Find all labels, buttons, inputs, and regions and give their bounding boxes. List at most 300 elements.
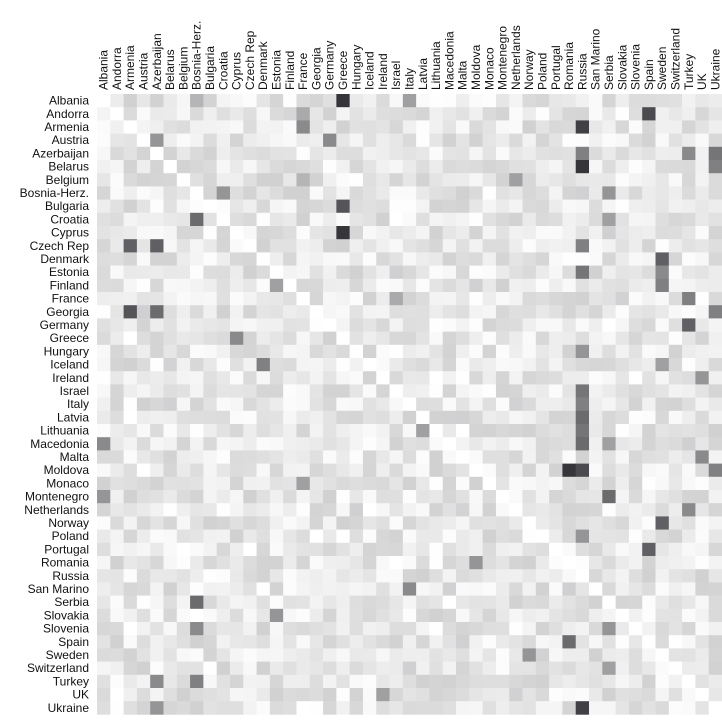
cell-russia-albania [97,569,111,583]
cell-lithuania-armenia [124,424,138,438]
cell-uk-montenegro [496,688,510,702]
cell-serbia-bosnia-herz [190,596,204,610]
cell-austria-poland [536,134,550,148]
cell-albania-ukraine [709,94,722,108]
cell-slovenia-belarus [163,622,177,636]
cell-ireland-ukraine [709,371,722,385]
cell-azerbaijan-netherlands [509,147,523,161]
cell-moldova-romania [562,464,576,478]
cell-cyprus-san-marino [589,226,603,240]
cell-belgium-finland [283,173,297,187]
cell-finland-spain [642,279,656,293]
cell-israel-albania [97,384,111,398]
cell-belarus-armenia [124,160,138,174]
column-label-andorra: Andorra [109,47,124,90]
cell-sweden-norway [523,648,537,662]
cell-san-marino-russia [576,582,590,596]
cell-sweden-ireland [376,648,390,662]
cell-portugal-portugal [549,543,563,557]
cell-andorra-uk [695,107,709,121]
cell-bosnia-herz-ukraine [709,186,722,200]
cell-montenegro-belgium [177,490,191,504]
cell-russia-estonia [270,569,284,583]
cell-greece-austria [137,332,151,346]
cell-cyprus-spain [642,226,656,240]
cell-finland-monaco [483,279,497,293]
cell-azerbaijan-germany [323,147,337,161]
cell-turkey-ireland [376,675,390,689]
cell-albania-romania [562,94,576,108]
cell-germany-montenegro [496,318,510,332]
cell-ireland-monaco [483,371,497,385]
cell-israel-azerbaijan [150,384,164,398]
cell-greece-serbia [602,332,616,346]
cell-macedonia-san-marino [589,437,603,451]
cell-switzerland-macedonia [443,662,457,676]
cell-ukraine-ukraine [709,701,722,715]
cell-latvia-slovenia [629,411,643,425]
column-label-italy: Italy [402,67,417,90]
cell-spain-ukraine [709,635,722,649]
cell-albania-norway [523,94,537,108]
cell-turkey-finland [283,675,297,689]
cell-san-marino-bosnia-herz [190,582,204,596]
cell-austria-germany [323,134,337,148]
cell-denmark-denmark [257,252,271,266]
cell-germany-bulgaria [203,318,217,332]
cell-poland-hungary [350,530,364,544]
cell-denmark-belarus [163,252,177,266]
cell-san-marino-spain [642,582,656,596]
cell-estonia-switzerland [669,266,683,280]
cell-switzerland-armenia [124,662,138,676]
cell-slovakia-netherlands [509,609,523,623]
cell-greece-romania [562,332,576,346]
cell-czech-rep-russia [576,239,590,253]
cell-georgia-israel [390,305,404,319]
cell-germany-bosnia-herz [190,318,204,332]
cell-bosnia-herz-israel [390,186,404,200]
cell-israel-austria [137,384,151,398]
cell-monaco-macedonia [443,477,457,491]
cell-bulgaria-montenegro [496,200,510,214]
cell-armenia-slovenia [629,120,643,133]
cell-monaco-netherlands [509,477,523,491]
cell-slovakia-malta [456,609,470,623]
row-label-malta: Malta [59,450,89,464]
cell-uk-spain [642,688,656,702]
cell-latvia-cyprus [230,411,244,425]
cell-greece-estonia [270,332,284,346]
cell-israel-czech-rep [243,384,257,398]
cell-macedonia-montenegro [496,437,510,451]
cell-turkey-france [296,675,310,689]
cell-russia-monaco [483,569,497,583]
cell-slovakia-greece [336,609,350,623]
cell-belarus-azerbaijan [150,160,164,174]
cell-uk-malta [456,688,470,702]
cell-slovakia-ukraine [709,609,722,623]
cell-lithuania-san-marino [589,424,603,438]
cell-italy-israel [390,398,404,412]
cell-sweden-cyprus [230,648,244,662]
cell-spain-croatia [217,635,231,649]
cell-uk-albania [97,688,111,702]
cell-albania-moldova [469,94,483,108]
cell-czech-rep-montenegro [496,239,510,253]
cell-cyprus-azerbaijan [150,226,164,240]
cell-ukraine-denmark [257,701,271,715]
cell-bulgaria-slovenia [629,200,643,214]
cell-monaco-switzerland [669,477,683,491]
cell-san-marino-iceland [363,582,377,596]
cell-belarus-israel [390,160,404,174]
cell-cyprus-belgium [177,226,191,240]
cell-czech-rep-italy [403,239,417,253]
cell-azerbaijan-denmark [257,147,271,161]
cell-israel-hungary [350,384,364,398]
cell-germany-croatia [217,318,231,332]
cell-czech-rep-latvia [416,239,430,253]
cell-spain-san-marino [589,635,603,649]
cell-slovakia-serbia [602,609,616,623]
cell-israel-lithuania [429,384,443,398]
cell-poland-finland [283,530,297,544]
cell-serbia-albania [97,596,111,610]
cell-andorra-russia [576,107,590,121]
cell-belarus-italy [403,160,417,174]
cell-switzerland-ireland [376,662,390,676]
cell-sweden-italy [403,648,417,662]
cell-norway-malta [456,516,470,530]
cell-turkey-israel [390,675,404,689]
cell-poland-germany [323,530,337,544]
cell-slovakia-norway [523,609,537,623]
cell-estonia-estonia [270,266,284,280]
cell-slovakia-georgia [310,609,324,623]
cell-belarus-ireland [376,160,390,174]
cell-monaco-finland [283,477,297,491]
cell-monaco-slovakia [616,477,630,491]
cell-czech-rep-malta [456,239,470,253]
cell-spain-germany [323,635,337,649]
cell-czech-rep-netherlands [509,239,523,253]
cell-sweden-denmark [257,648,271,662]
cell-belgium-turkey [682,173,696,187]
cell-bosnia-herz-ireland [376,186,390,200]
cell-latvia-malta [456,411,470,425]
cell-latvia-lithuania [429,411,443,425]
cell-russia-andorra [110,569,124,583]
cell-monaco-armenia [124,477,138,491]
cell-lithuania-croatia [217,424,231,438]
cell-turkey-azerbaijan [150,675,164,689]
cell-montenegro-russia [576,490,590,504]
column-label-latvia: Latvia [415,57,430,90]
cell-malta-bulgaria [203,450,217,464]
cell-iceland-norway [523,358,537,372]
cell-ireland-greece [336,371,350,385]
cell-israel-sweden [656,384,670,398]
column-label-georgia: Georgia [309,47,324,90]
cell-montenegro-andorra [110,490,124,504]
cell-france-croatia [217,292,231,306]
cell-romania-croatia [217,556,231,570]
cell-croatia-serbia [602,213,616,227]
cell-greece-macedonia [443,332,457,346]
cell-russia-norway [523,569,537,583]
cell-monaco-france [296,477,310,491]
cell-macedonia-switzerland [669,437,683,451]
cell-poland-norway [523,530,537,544]
cell-poland-malta [456,530,470,544]
cell-moldova-portugal [549,464,563,478]
cell-albania-armenia [124,94,138,108]
cell-belarus-montenegro [496,160,510,174]
cell-malta-belgium [177,450,191,464]
cell-israel-spain [642,384,656,398]
cell-switzerland-bulgaria [203,662,217,676]
cell-france-netherlands [509,292,523,306]
cell-georgia-norway [523,305,537,319]
cell-slovenia-georgia [310,622,324,636]
cell-france-georgia [310,292,324,306]
cell-cyprus-sweden [656,226,670,240]
cell-portugal-russia [576,543,590,557]
cell-italy-lithuania [429,398,443,412]
cell-andorra-armenia [124,107,138,121]
cell-norway-sweden [656,516,670,530]
cell-poland-georgia [310,530,324,544]
cell-uk-serbia [602,688,616,702]
cell-slovakia-switzerland [669,609,683,623]
cell-belgium-monaco [483,173,497,187]
cell-greece-hungary [350,332,364,346]
cell-monaco-czech-rep [243,477,257,491]
cell-italy-san-marino [589,398,603,412]
cell-moldova-latvia [416,464,430,478]
cell-serbia-bulgaria [203,596,217,610]
cell-norway-finland [283,516,297,530]
cell-uk-romania [562,688,576,702]
cell-russia-switzerland [669,569,683,583]
cell-ireland-switzerland [669,371,683,385]
cell-spain-andorra [110,635,124,649]
cell-montenegro-azerbaijan [150,490,164,504]
cell-greece-bosnia-herz [190,332,204,346]
cell-iceland-germany [323,358,337,372]
cell-ukraine-uk [695,701,709,715]
cell-belgium-andorra [110,173,124,187]
cell-poland-moldova [469,530,483,544]
cell-slovenia-latvia [416,622,430,636]
cell-bosnia-herz-bosnia-herz [190,186,204,200]
cell-hungary-turkey [682,345,696,359]
cell-hungary-uk [695,345,709,359]
cell-bosnia-herz-georgia [310,186,324,200]
cell-netherlands-finland [283,503,297,517]
cell-latvia-moldova [469,411,483,425]
row-label-turkey: Turkey [52,674,89,689]
cell-czech-rep-portugal [549,239,563,253]
cell-armenia-croatia [217,120,231,133]
cell-slovakia-spain [642,609,656,623]
cell-netherlands-italy [403,503,417,517]
column-label-france: France [296,52,311,90]
cell-portugal-estonia [270,543,284,557]
cell-monaco-ukraine [709,477,722,491]
cell-spain-slovenia [629,635,643,649]
cell-denmark-georgia [310,252,324,266]
cell-austria-san-marino [589,134,603,148]
column-label-netherlands: Netherlands [508,25,523,90]
cell-azerbaijan-bulgaria [203,147,217,161]
cell-lithuania-greece [336,424,350,438]
cell-estonia-moldova [469,266,483,280]
cell-moldova-netherlands [509,464,523,478]
row-label-bulgaria: Bulgaria [44,199,89,214]
cell-iceland-montenegro [496,358,510,372]
cell-norway-croatia [217,516,231,530]
cell-latvia-andorra [110,411,124,425]
cell-serbia-uk [695,596,709,610]
cell-azerbaijan-serbia [602,147,616,161]
cell-armenia-finland [283,120,297,133]
cell-malta-azerbaijan [150,450,164,464]
cell-azerbaijan-norway [523,147,537,161]
cell-czech-rep-norway [523,239,537,253]
cell-slovakia-croatia [217,609,231,623]
cell-germany-hungary [350,318,364,332]
cell-azerbaijan-san-marino [589,147,603,161]
cell-serbia-austria [137,596,151,610]
cell-monaco-croatia [217,477,231,491]
cell-belgium-denmark [257,173,271,187]
cell-montenegro-turkey [682,490,696,504]
cell-sweden-monaco [483,648,497,662]
cell-turkey-russia [576,675,590,689]
cell-bulgaria-serbia [602,200,616,214]
cell-moldova-malta [456,464,470,478]
cell-latvia-belgium [177,411,191,425]
cell-iceland-belarus [163,358,177,372]
cell-hungary-croatia [217,345,231,359]
cell-norway-denmark [257,516,271,530]
cell-switzerland-montenegro [496,662,510,676]
cell-switzerland-latvia [416,662,430,676]
cell-austria-montenegro [496,134,510,148]
column-label-poland: Poland [535,52,550,90]
cell-estonia-slovakia [616,266,630,280]
cell-andorra-belgium [177,107,191,121]
cell-poland-monaco [483,530,497,544]
cell-san-marino-ireland [376,582,390,596]
cell-andorra-austria [137,107,151,121]
cell-norway-georgia [310,516,324,530]
cell-greece-uk [695,332,709,346]
row-label-monaco: Monaco [46,476,89,491]
cell-macedonia-denmark [257,437,271,451]
cell-romania-norway [523,556,537,570]
cell-croatia-sweden [656,213,670,227]
cell-serbia-slovakia [616,596,630,610]
cell-spain-russia [576,635,590,649]
cell-andorra-moldova [469,107,483,121]
cell-denmark-belgium [177,252,191,266]
cell-spain-greece [336,635,350,649]
cell-austria-israel [390,134,404,148]
cell-finland-belarus [163,279,177,293]
cell-azerbaijan-austria [137,147,151,161]
cell-iceland-poland [536,358,550,372]
cell-malta-germany [323,450,337,464]
cell-denmark-ireland [376,252,390,266]
cell-andorra-italy [403,107,417,121]
cell-poland-uk [695,530,709,544]
cell-belgium-czech-rep [243,173,257,187]
cell-france-lithuania [429,292,443,306]
cell-georgia-bulgaria [203,305,217,319]
cell-malta-czech-rep [243,450,257,464]
cell-albania-iceland [363,94,377,108]
cell-france-portugal [549,292,563,306]
cell-andorra-switzerland [669,107,683,121]
row-label-norway: Norway [48,516,89,530]
cell-cyprus-uk [695,226,709,240]
cell-macedonia-israel [390,437,404,451]
cell-belarus-estonia [270,160,284,174]
cell-italy-spain [642,398,656,412]
cell-bulgaria-greece [336,200,350,214]
cell-monaco-denmark [257,477,271,491]
cell-estonia-macedonia [443,266,457,280]
cell-serbia-ukraine [709,596,722,610]
cell-moldova-czech-rep [243,464,257,478]
cell-italy-romania [562,398,576,412]
cell-sweden-andorra [110,648,124,662]
cell-ukraine-slovakia [616,701,630,715]
cell-cyprus-germany [323,226,337,240]
cell-bosnia-herz-germany [323,186,337,200]
cell-spain-belgium [177,635,191,649]
cell-denmark-bulgaria [203,252,217,266]
cell-san-marino-israel [390,582,404,596]
cell-san-marino-netherlands [509,582,523,596]
cell-portugal-ukraine [709,543,722,557]
cell-monaco-ireland [376,477,390,491]
cell-lithuania-portugal [549,424,563,438]
cell-romania-georgia [310,556,324,570]
cell-georgia-uk [695,305,709,319]
cell-italy-poland [536,398,550,412]
cell-netherlands-cyprus [230,503,244,517]
cell-slovenia-italy [403,622,417,636]
cell-estonia-hungary [350,266,364,280]
cell-serbia-switzerland [669,596,683,610]
cell-poland-montenegro [496,530,510,544]
cell-france-greece [336,292,350,306]
cell-armenia-uk [695,120,709,133]
cell-israel-andorra [110,384,124,398]
cell-ukraine-italy [403,701,417,715]
cell-iceland-portugal [549,358,563,372]
cell-switzerland-slovakia [616,662,630,676]
cell-belgium-austria [137,173,151,187]
cell-ireland-serbia [602,371,616,385]
cell-moldova-azerbaijan [150,464,164,478]
cell-andorra-iceland [363,107,377,121]
cell-azerbaijan-malta [456,147,470,161]
